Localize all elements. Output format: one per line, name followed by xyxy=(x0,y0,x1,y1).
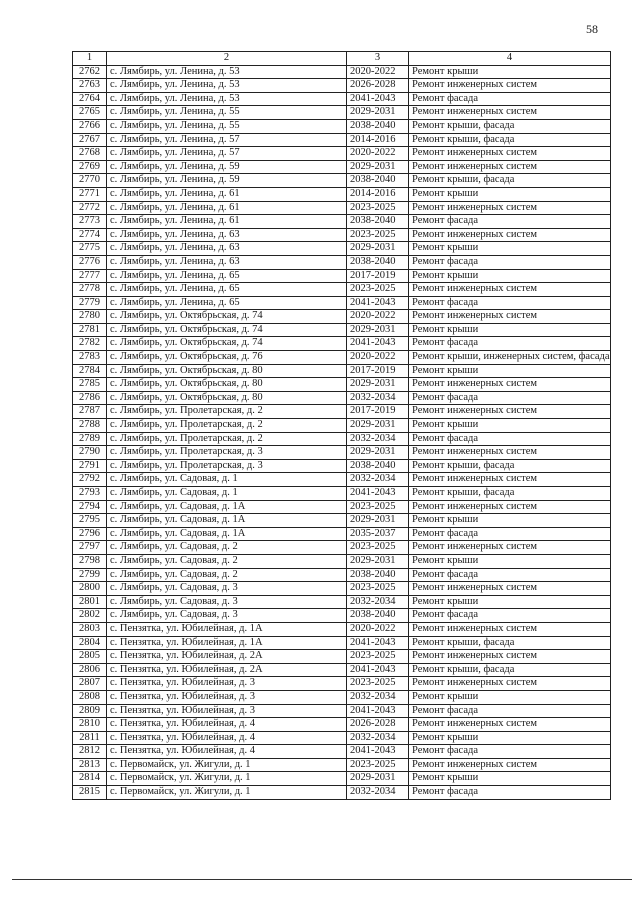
row-number-cell: 2780 xyxy=(73,310,107,324)
period-cell: 2029-2031 xyxy=(347,514,409,528)
period-cell: 2029-2031 xyxy=(347,106,409,120)
period-cell: 2026-2028 xyxy=(347,79,409,93)
period-cell: 2032-2034 xyxy=(347,391,409,405)
table-row xyxy=(73,296,611,310)
address-cell: с. Лямбирь, ул. Садовая, д. 3 xyxy=(107,609,347,623)
table-row xyxy=(73,283,611,297)
row-number-cell: 2794 xyxy=(73,500,107,514)
period-cell: 2020-2022 xyxy=(347,147,409,161)
repair-schedule-table xyxy=(72,51,611,800)
table-body xyxy=(73,65,611,799)
row-number-cell: 2803 xyxy=(73,622,107,636)
address-cell: с. Лямбирь, ул. Октябрьская, д. 74 xyxy=(107,310,347,324)
column-header-period: 3 xyxy=(347,52,409,66)
period-cell: 2041-2043 xyxy=(347,487,409,501)
page-number: 58 xyxy=(586,22,598,36)
period-cell: 2038-2040 xyxy=(347,174,409,188)
row-number-cell: 2768 xyxy=(73,147,107,161)
work-type-cell: Ремонт фасада xyxy=(409,786,611,800)
table-row xyxy=(73,527,611,541)
table-row xyxy=(73,323,611,337)
work-type-cell: Ремонт крыши, фасада xyxy=(409,174,611,188)
address-cell: с. Лямбирь, ул. Ленина, д. 53 xyxy=(107,79,347,93)
address-cell: с. Пензятка, ул. Юбилейная, д. 2А xyxy=(107,650,347,664)
row-number-cell: 2786 xyxy=(73,391,107,405)
work-type-cell: Ремонт крыши, фасада xyxy=(409,663,611,677)
address-cell: с. Пензятка, ул. Юбилейная, д. 3 xyxy=(107,704,347,718)
table-row xyxy=(73,228,611,242)
work-type-cell: Ремонт фасада xyxy=(409,704,611,718)
row-number-cell: 2789 xyxy=(73,432,107,446)
row-number-cell: 2806 xyxy=(73,663,107,677)
table-row xyxy=(73,554,611,568)
table-row xyxy=(73,609,611,623)
table-row xyxy=(73,622,611,636)
table-row xyxy=(73,568,611,582)
work-type-cell: Ремонт фасада xyxy=(409,255,611,269)
address-cell: с. Пензятка, ул. Юбилейная, д. 4 xyxy=(107,718,347,732)
period-cell: 2023-2025 xyxy=(347,201,409,215)
address-cell: с. Лямбирь, ул. Садовая, д. 1 xyxy=(107,487,347,501)
period-cell: 2020-2022 xyxy=(347,622,409,636)
row-number-cell: 2767 xyxy=(73,133,107,147)
row-number-cell: 2815 xyxy=(73,786,107,800)
work-type-cell: Ремонт крыши xyxy=(409,554,611,568)
period-cell: 2029-2031 xyxy=(347,323,409,337)
table-row xyxy=(73,704,611,718)
work-type-cell: Ремонт крыши xyxy=(409,269,611,283)
period-cell: 2014-2016 xyxy=(347,133,409,147)
work-type-cell: Ремонт крыши xyxy=(409,595,611,609)
work-type-cell: Ремонт крыши, фасада xyxy=(409,119,611,133)
work-type-cell: Ремонт фасада xyxy=(409,527,611,541)
row-number-cell: 2801 xyxy=(73,595,107,609)
row-number-cell: 2796 xyxy=(73,527,107,541)
period-cell: 2023-2025 xyxy=(347,283,409,297)
table-row xyxy=(73,378,611,392)
address-cell: с. Лямбирь, ул. Садовая, д. 1 xyxy=(107,473,347,487)
address-cell: с. Лямбирь, ул. Октябрьская, д. 76 xyxy=(107,351,347,365)
row-number-cell: 2811 xyxy=(73,731,107,745)
work-type-cell: Ремонт крыши, фасада xyxy=(409,133,611,147)
period-cell: 2029-2031 xyxy=(347,378,409,392)
period-cell: 2041-2043 xyxy=(347,704,409,718)
address-cell: с. Лямбирь, ул. Ленина, д. 65 xyxy=(107,269,347,283)
table-row xyxy=(73,582,611,596)
table-row xyxy=(73,731,611,745)
row-number-cell: 2787 xyxy=(73,405,107,419)
table-row xyxy=(73,500,611,514)
period-cell: 2038-2040 xyxy=(347,609,409,623)
period-cell: 2032-2034 xyxy=(347,786,409,800)
address-cell: с. Лямбирь, ул. Октябрьская, д. 80 xyxy=(107,364,347,378)
row-number-cell: 2769 xyxy=(73,160,107,174)
table-row xyxy=(73,255,611,269)
address-cell: с. Лямбирь, ул. Ленина, д. 53 xyxy=(107,92,347,106)
period-cell: 2017-2019 xyxy=(347,405,409,419)
row-number-cell: 2795 xyxy=(73,514,107,528)
work-type-cell: Ремонт фасада xyxy=(409,745,611,759)
work-type-cell: Ремонт инженерных систем xyxy=(409,106,611,120)
period-cell: 2020-2022 xyxy=(347,351,409,365)
address-cell: с. Лямбирь, ул. Садовая, д. 2 xyxy=(107,554,347,568)
table-row xyxy=(73,160,611,174)
work-type-cell: Ремонт инженерных систем xyxy=(409,147,611,161)
table-row xyxy=(73,310,611,324)
address-cell: с. Пензятка, ул. Юбилейная, д. 4 xyxy=(107,731,347,745)
row-number-cell: 2765 xyxy=(73,106,107,120)
table-row xyxy=(73,337,611,351)
address-cell: с. Первомайск, ул. Жигули, д. 1 xyxy=(107,758,347,772)
address-cell: с. Пензятка, ул. Юбилейная, д. 1А xyxy=(107,622,347,636)
address-cell: с. Лямбирь, ул. Пролетарская, д. 2 xyxy=(107,419,347,433)
period-cell: 2023-2025 xyxy=(347,500,409,514)
address-cell: с. Лямбирь, ул. Садовая, д. 3 xyxy=(107,582,347,596)
period-cell: 2029-2031 xyxy=(347,419,409,433)
address-cell: с. Лямбирь, ул. Ленина, д. 63 xyxy=(107,242,347,256)
table-row xyxy=(73,391,611,405)
address-cell: с. Лямбирь, ул. Ленина, д. 59 xyxy=(107,160,347,174)
period-cell: 2029-2031 xyxy=(347,554,409,568)
row-number-cell: 2813 xyxy=(73,758,107,772)
table-row xyxy=(73,541,611,555)
work-type-cell: Ремонт фасада xyxy=(409,92,611,106)
row-number-cell: 2807 xyxy=(73,677,107,691)
row-number-cell: 2798 xyxy=(73,554,107,568)
table-row xyxy=(73,92,611,106)
address-cell: с. Лямбирь, ул. Пролетарская, д. 2 xyxy=(107,405,347,419)
row-number-cell: 2812 xyxy=(73,745,107,759)
address-cell: с. Лямбирь, ул. Ленина, д. 63 xyxy=(107,228,347,242)
address-cell: с. Лямбирь, ул. Ленина, д. 57 xyxy=(107,133,347,147)
column-header-number: 1 xyxy=(73,52,107,66)
period-cell: 2038-2040 xyxy=(347,215,409,229)
address-cell: с. Пензятка, ул. Юбилейная, д. 4 xyxy=(107,745,347,759)
period-cell: 2029-2031 xyxy=(347,242,409,256)
table-row xyxy=(73,269,611,283)
table-row xyxy=(73,147,611,161)
row-number-cell: 2797 xyxy=(73,541,107,555)
address-cell: с. Лямбирь, ул. Садовая, д. 1А xyxy=(107,527,347,541)
row-number-cell: 2791 xyxy=(73,459,107,473)
row-number-cell: 2809 xyxy=(73,704,107,718)
row-number-cell: 2793 xyxy=(73,487,107,501)
table-row xyxy=(73,419,611,433)
work-type-cell: Ремонт инженерных систем xyxy=(409,582,611,596)
work-type-cell: Ремонт инженерных систем xyxy=(409,677,611,691)
work-type-cell: Ремонт инженерных систем xyxy=(409,622,611,636)
row-number-cell: 2771 xyxy=(73,187,107,201)
work-type-cell: Ремонт фасада xyxy=(409,432,611,446)
row-number-cell: 2770 xyxy=(73,174,107,188)
row-number-cell: 2785 xyxy=(73,378,107,392)
table-row xyxy=(73,595,611,609)
work-type-cell: Ремонт фасада xyxy=(409,296,611,310)
table-row xyxy=(73,432,611,446)
row-number-cell: 2778 xyxy=(73,283,107,297)
row-number-cell: 2805 xyxy=(73,650,107,664)
row-number-cell: 2782 xyxy=(73,337,107,351)
work-type-cell: Ремонт инженерных систем xyxy=(409,473,611,487)
work-type-cell: Ремонт крыши xyxy=(409,419,611,433)
row-number-cell: 2779 xyxy=(73,296,107,310)
work-type-cell: Ремонт инженерных систем xyxy=(409,160,611,174)
address-cell: с. Лямбирь, ул. Октябрьская, д. 80 xyxy=(107,378,347,392)
period-cell: 2023-2025 xyxy=(347,650,409,664)
work-type-cell: Ремонт фасада xyxy=(409,568,611,582)
period-cell: 2032-2034 xyxy=(347,595,409,609)
work-type-cell: Ремонт крыши xyxy=(409,323,611,337)
row-number-cell: 2764 xyxy=(73,92,107,106)
address-cell: с. Лямбирь, ул. Ленина, д. 59 xyxy=(107,174,347,188)
address-cell: с. Лямбирь, ул. Садовая, д. 1А xyxy=(107,500,347,514)
row-number-cell: 2810 xyxy=(73,718,107,732)
address-cell: с. Лямбирь, ул. Ленина, д. 53 xyxy=(107,65,347,79)
table-row xyxy=(73,201,611,215)
work-type-cell: Ремонт крыши xyxy=(409,514,611,528)
work-type-cell: Ремонт крыши xyxy=(409,187,611,201)
row-number-cell: 2784 xyxy=(73,364,107,378)
work-type-cell: Ремонт инженерных систем xyxy=(409,405,611,419)
table-row xyxy=(73,187,611,201)
period-cell: 2038-2040 xyxy=(347,119,409,133)
table-row xyxy=(73,459,611,473)
work-type-cell: Ремонт инженерных систем xyxy=(409,718,611,732)
table-row xyxy=(73,514,611,528)
address-cell: с. Лямбирь, ул. Октябрьская, д. 74 xyxy=(107,323,347,337)
address-cell: с. Лямбирь, ул. Пролетарская, д. 3 xyxy=(107,459,347,473)
period-cell: 2023-2025 xyxy=(347,758,409,772)
table-row xyxy=(73,473,611,487)
table-row xyxy=(73,65,611,79)
work-type-cell: Ремонт крыши, фасада xyxy=(409,459,611,473)
row-number-cell: 2772 xyxy=(73,201,107,215)
work-type-cell: Ремонт крыши xyxy=(409,690,611,704)
work-type-cell: Ремонт крыши xyxy=(409,242,611,256)
row-number-cell: 2773 xyxy=(73,215,107,229)
address-cell: с. Лямбирь, ул. Октябрьская, д. 80 xyxy=(107,391,347,405)
table-row xyxy=(73,677,611,691)
address-cell: с. Первомайск, ул. Жигули, д. 1 xyxy=(107,786,347,800)
work-type-cell: Ремонт фасада xyxy=(409,609,611,623)
address-cell: с. Лямбирь, ул. Ленина, д. 61 xyxy=(107,187,347,201)
period-cell: 2023-2025 xyxy=(347,228,409,242)
period-cell: 2023-2025 xyxy=(347,582,409,596)
table-row xyxy=(73,690,611,704)
period-cell: 2029-2031 xyxy=(347,446,409,460)
period-cell: 2041-2043 xyxy=(347,663,409,677)
work-type-cell: Ремонт фасада xyxy=(409,391,611,405)
table-row xyxy=(73,718,611,732)
work-type-cell: Ремонт инженерных систем xyxy=(409,650,611,664)
period-cell: 2032-2034 xyxy=(347,690,409,704)
period-cell: 2041-2043 xyxy=(347,337,409,351)
period-cell: 2041-2043 xyxy=(347,296,409,310)
work-type-cell: Ремонт инженерных систем xyxy=(409,228,611,242)
work-type-cell: Ремонт крыши, инженерных систем, фасада xyxy=(409,351,611,365)
period-cell: 2014-2016 xyxy=(347,187,409,201)
work-type-cell: Ремонт инженерных систем xyxy=(409,283,611,297)
period-cell: 2026-2028 xyxy=(347,718,409,732)
address-cell: с. Пензятка, ул. Юбилейная, д. 1А xyxy=(107,636,347,650)
period-cell: 2020-2022 xyxy=(347,65,409,79)
column-header-work-type: 4 xyxy=(409,52,611,66)
table-row xyxy=(73,351,611,365)
table-row xyxy=(73,663,611,677)
period-cell: 2017-2019 xyxy=(347,269,409,283)
table-row xyxy=(73,487,611,501)
period-cell: 2032-2034 xyxy=(347,473,409,487)
address-cell: с. Первомайск, ул. Жигули, д. 1 xyxy=(107,772,347,786)
row-number-cell: 2775 xyxy=(73,242,107,256)
table-row xyxy=(73,758,611,772)
table-row xyxy=(73,79,611,93)
period-cell: 2029-2031 xyxy=(347,772,409,786)
address-cell: с. Лямбирь, ул. Садовая, д. 1А xyxy=(107,514,347,528)
row-number-cell: 2763 xyxy=(73,79,107,93)
period-cell: 2035-2037 xyxy=(347,527,409,541)
address-cell: с. Лямбирь, ул. Ленина, д. 63 xyxy=(107,255,347,269)
work-type-cell: Ремонт инженерных систем xyxy=(409,378,611,392)
work-type-cell: Ремонт инженерных систем xyxy=(409,500,611,514)
period-cell: 2032-2034 xyxy=(347,731,409,745)
address-cell: с. Лямбирь, ул. Ленина, д. 61 xyxy=(107,201,347,215)
address-cell: с. Лямбирь, ул. Октябрьская, д. 74 xyxy=(107,337,347,351)
table-row xyxy=(73,650,611,664)
table-row xyxy=(73,364,611,378)
work-type-cell: Ремонт инженерных систем xyxy=(409,541,611,555)
address-cell: с. Лямбирь, ул. Ленина, д. 65 xyxy=(107,283,347,297)
period-cell: 2038-2040 xyxy=(347,568,409,582)
period-cell: 2041-2043 xyxy=(347,636,409,650)
table-row xyxy=(73,405,611,419)
row-number-cell: 2776 xyxy=(73,255,107,269)
table-row xyxy=(73,106,611,120)
address-cell: с. Лямбирь, ул. Ленина, д. 55 xyxy=(107,106,347,120)
row-number-cell: 2783 xyxy=(73,351,107,365)
period-cell: 2038-2040 xyxy=(347,255,409,269)
table-row xyxy=(73,242,611,256)
row-number-cell: 2814 xyxy=(73,772,107,786)
table-row xyxy=(73,745,611,759)
work-type-cell: Ремонт крыши xyxy=(409,731,611,745)
work-type-cell: Ремонт фасада xyxy=(409,337,611,351)
address-cell: с. Лямбирь, ул. Пролетарская, д. 3 xyxy=(107,446,347,460)
work-type-cell: Ремонт инженерных систем xyxy=(409,201,611,215)
work-type-cell: Ремонт фасада xyxy=(409,215,611,229)
work-type-cell: Ремонт крыши xyxy=(409,772,611,786)
row-number-cell: 2766 xyxy=(73,119,107,133)
period-cell: 2020-2022 xyxy=(347,310,409,324)
address-cell: с. Лямбирь, ул. Ленина, д. 55 xyxy=(107,119,347,133)
bottom-scan-border xyxy=(12,879,632,880)
table-row xyxy=(73,174,611,188)
period-cell: 2041-2043 xyxy=(347,92,409,106)
address-cell: с. Пензятка, ул. Юбилейная, д. 2А xyxy=(107,663,347,677)
address-cell: с. Лямбирь, ул. Пролетарская, д. 2 xyxy=(107,432,347,446)
work-type-cell: Ремонт инженерных систем xyxy=(409,310,611,324)
address-cell: с. Пензятка, ул. Юбилейная, д. 3 xyxy=(107,677,347,691)
row-number-cell: 2762 xyxy=(73,65,107,79)
period-cell: 2029-2031 xyxy=(347,160,409,174)
row-number-cell: 2792 xyxy=(73,473,107,487)
address-cell: с. Лямбирь, ул. Ленина, д. 57 xyxy=(107,147,347,161)
row-number-cell: 2808 xyxy=(73,690,107,704)
row-number-cell: 2790 xyxy=(73,446,107,460)
table-row xyxy=(73,119,611,133)
period-cell: 2041-2043 xyxy=(347,745,409,759)
table-row xyxy=(73,636,611,650)
work-type-cell: Ремонт инженерных систем xyxy=(409,79,611,93)
period-cell: 2038-2040 xyxy=(347,459,409,473)
row-number-cell: 2774 xyxy=(73,228,107,242)
table-row xyxy=(73,772,611,786)
address-cell: с. Лямбирь, ул. Садовая, д. 2 xyxy=(107,541,347,555)
address-cell: с. Пензятка, ул. Юбилейная, д. 3 xyxy=(107,690,347,704)
table-header-row xyxy=(73,52,611,66)
period-cell: 2023-2025 xyxy=(347,677,409,691)
table-row xyxy=(73,215,611,229)
work-type-cell: Ремонт крыши xyxy=(409,364,611,378)
period-cell: 2017-2019 xyxy=(347,364,409,378)
table-row xyxy=(73,786,611,800)
address-cell: с. Лямбирь, ул. Садовая, д. 2 xyxy=(107,568,347,582)
row-number-cell: 2777 xyxy=(73,269,107,283)
work-type-cell: Ремонт крыши, фасада xyxy=(409,487,611,501)
row-number-cell: 2802 xyxy=(73,609,107,623)
work-type-cell: Ремонт инженерных систем xyxy=(409,446,611,460)
row-number-cell: 2799 xyxy=(73,568,107,582)
address-cell: с. Лямбирь, ул. Ленина, д. 65 xyxy=(107,296,347,310)
work-type-cell: Ремонт крыши, фасада xyxy=(409,636,611,650)
address-cell: с. Лямбирь, ул. Садовая, д. 3 xyxy=(107,595,347,609)
work-type-cell: Ремонт инженерных систем xyxy=(409,758,611,772)
period-cell: 2023-2025 xyxy=(347,541,409,555)
row-number-cell: 2781 xyxy=(73,323,107,337)
table-row xyxy=(73,133,611,147)
period-cell: 2032-2034 xyxy=(347,432,409,446)
address-cell: с. Лямбирь, ул. Ленина, д. 61 xyxy=(107,215,347,229)
row-number-cell: 2800 xyxy=(73,582,107,596)
work-type-cell: Ремонт крыши xyxy=(409,65,611,79)
row-number-cell: 2788 xyxy=(73,419,107,433)
column-header-address: 2 xyxy=(107,52,347,66)
table-row xyxy=(73,446,611,460)
row-number-cell: 2804 xyxy=(73,636,107,650)
